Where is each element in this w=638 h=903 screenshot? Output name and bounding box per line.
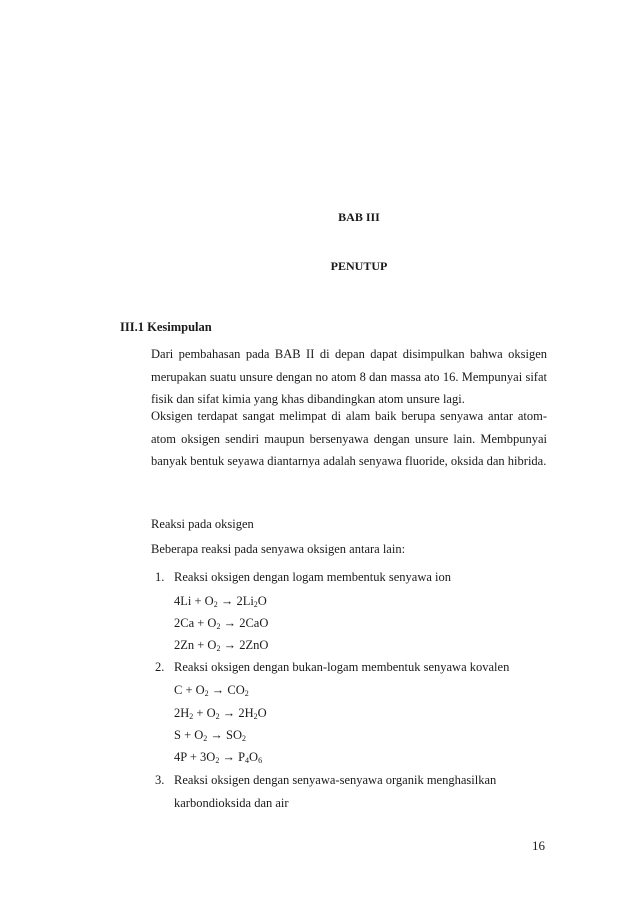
list-number-2: 2. xyxy=(155,660,165,674)
list-number-1: 1. xyxy=(155,570,165,584)
equation: $4P + 3O_2 \to P_4O_6$ xyxy=(174,750,263,765)
intro-text: Beberapa reaksi pada senyawa oksigen antara lain: xyxy=(151,542,406,556)
equation: $S + O_2 \to SO_2$ xyxy=(174,728,247,743)
list-text-2: Reaksi oksigen dengan bukan-logam membentuk senyawa kovalen xyxy=(174,660,510,674)
chapter-label: BAB III xyxy=(338,210,380,224)
equation: $2Ca + O_2 \to 2CaO$ xyxy=(174,616,269,631)
list-text-3-continued: karbondioksida dan air xyxy=(174,796,289,810)
equation: $4Li + O_2 \to 2Li_2O$ xyxy=(174,594,267,609)
list-text-3: Reaksi oksigen dengan senyawa-senyawa organik menghasilkan xyxy=(174,773,497,787)
equation: $C + O_2 \to CO_2$ xyxy=(174,683,249,698)
list-text-1: Reaksi oksigen dengan logam membentuk senyawa ion xyxy=(174,570,452,584)
chapter-title: PENUTUP xyxy=(330,259,388,273)
equation: $2H_2 + O_2 \to 2H_2O$ xyxy=(174,706,267,721)
subheading: Reaksi pada oksigen xyxy=(151,517,254,531)
paragraph-2: Oksigen terdapat sangat melimpat di alam baik berupa senyawa antar atom-atom oksigen sendiri maupun bersenyawa dengan unsure lain. Membpunyai banyak bentuk seyawa diantarnya adalah senyawa fluoride, oksida dan hibrida. xyxy=(151,409,547,468)
page-number: 16 xyxy=(532,838,545,853)
list-number-3: 3. xyxy=(155,773,165,787)
section-heading: III.1 Kesimpulan xyxy=(120,320,212,334)
equation: $2Zn + O_2 \to 2ZnO$ xyxy=(174,638,269,653)
paragraph-1: Dari pembahasan pada BAB II di depan dapat disimpulkan bahwa oksigen merupakan suatu unsure dengan no atom 8 dan massa ato 16. Mempunyai sifat fisik dan sifat kimia yang khas dibandingkan atom unsure lagi. xyxy=(151,347,547,406)
